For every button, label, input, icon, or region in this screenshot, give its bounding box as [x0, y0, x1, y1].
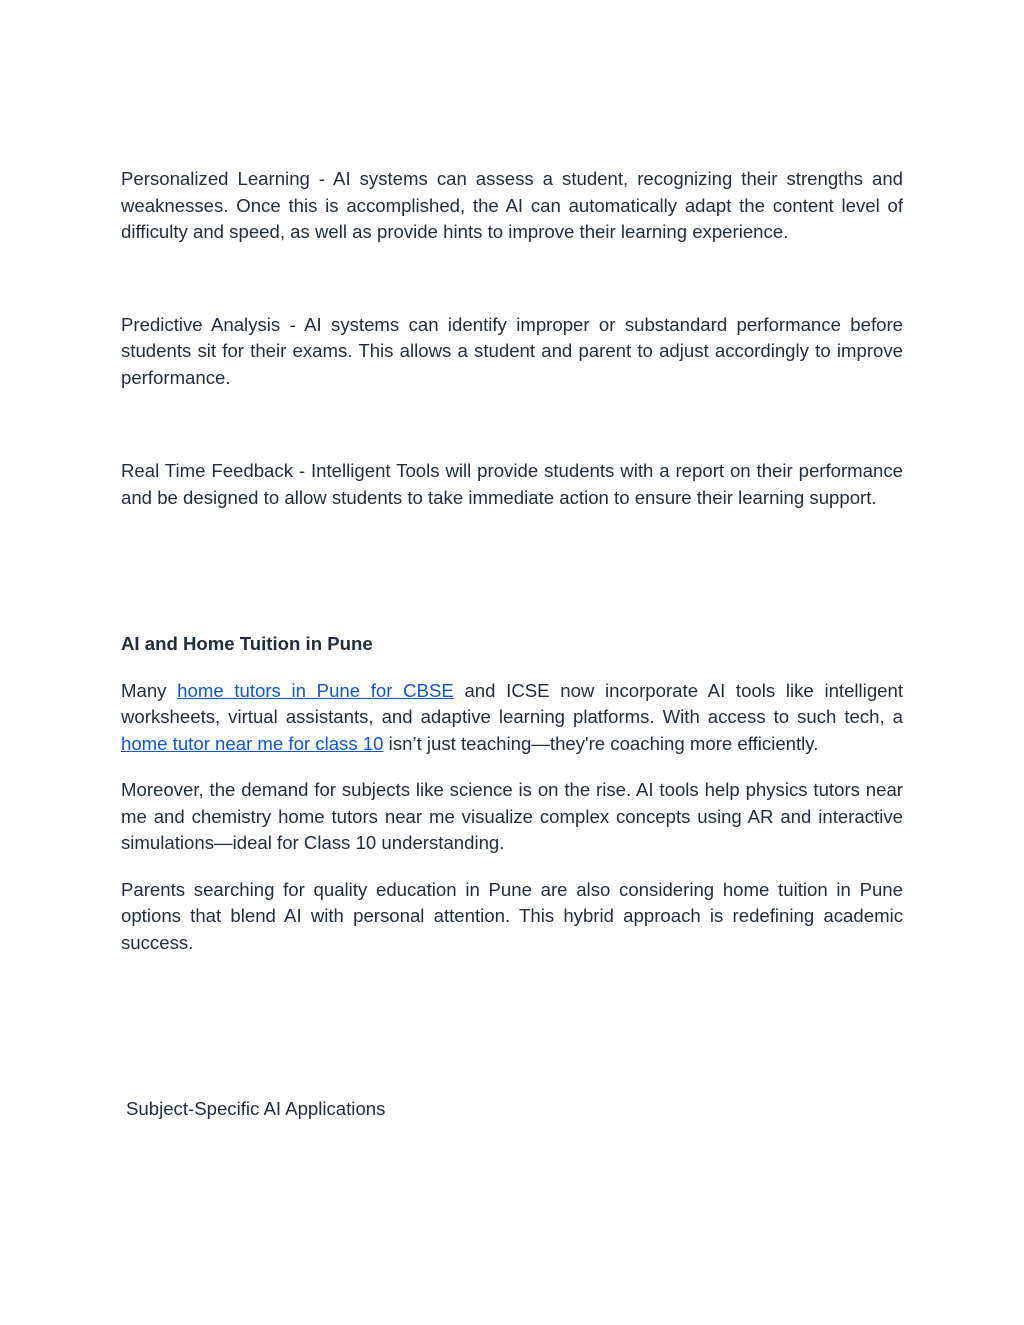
science-demand-paragraph: Moreover, the demand for subjects like science is on the rise. AI tools help physics tutors near me and chemistry home tutors near me visualize complex concepts using AR and interactive simulations—ideal for Class 10 understanding.: [121, 779, 903, 853]
hybrid-approach-paragraph: Parents searching for quality education in Pune are also considering home tuition in Pune options that blend AI with personal attention. This hybrid approach is redefining academic success.: [121, 878, 903, 953]
home-tutors-paragraph: [121, 678, 903, 758]
home-tutors-pune-cbse-link[interactable]: home tutors in Pune for CBSE: [177, 679, 454, 701]
text-run: Many: [121, 679, 178, 701]
spacer: [121, 391, 903, 458]
personalized-learning-paragraph: Personalized Learning - AI systems can assess a student, recognizing their strengths and weaknesses. Once this is accomplished, the AI can automatically adapt the content level of difficulty and speed, as well as provide hints to improve their learning experience.: [121, 168, 903, 242]
pune-section-heading: AI and Home Tuition in Pune: [121, 633, 373, 654]
spacer: [121, 511, 903, 631]
text-run: isn’t just teaching—they're coaching more efficiently.: [383, 732, 819, 754]
subject-specific-heading: Subject-Specific AI Applications: [126, 1098, 386, 1119]
text-run: and ICSE now incorporate AI tools like intelligent worksheets, virtual assistants, and adaptive learning platforms. With access to such tech, a: [121, 679, 904, 727]
home-tutor-class-10-link[interactable]: home tutor near me for class 10: [121, 732, 384, 754]
document-body: [121, 166, 903, 956]
real-time-feedback-paragraph: Real Time Feedback - Intelligent Tools will provide students with a report on their performance and be designed to allow students to take immediate action to ensure their learning support.: [121, 460, 903, 508]
spacer: [121, 246, 903, 312]
predictive-analysis-paragraph: Predictive Analysis - AI systems can identify improper or substandard performance before students sit for their exams. This allows a student and parent to adjust accordingly to improve performance.: [121, 313, 903, 388]
